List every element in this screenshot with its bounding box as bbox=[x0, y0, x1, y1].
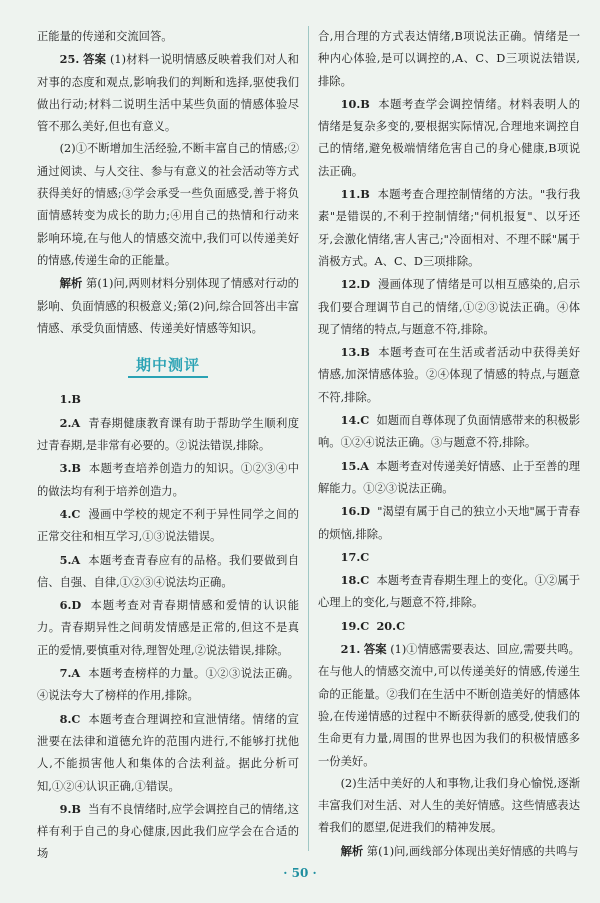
item-number: 3.B bbox=[59, 461, 81, 476]
answer-item bbox=[37, 412, 299, 458]
answer-item bbox=[318, 546, 580, 569]
answer-item bbox=[318, 500, 580, 546]
answer-item bbox=[318, 569, 580, 615]
item-number: 13.B bbox=[340, 345, 370, 360]
item-number: 4.C bbox=[59, 506, 81, 521]
section-title-text: 期中测评 bbox=[128, 356, 208, 378]
answer-item bbox=[318, 455, 580, 501]
question-number: 21. bbox=[340, 642, 361, 657]
explanation-21 bbox=[318, 840, 580, 863]
continued-text: 正能量的传递和交流回答。 bbox=[37, 30, 173, 43]
question-number: 25. bbox=[59, 52, 80, 67]
page-number: · 50 · bbox=[283, 866, 317, 880]
answer-item bbox=[318, 183, 580, 273]
answer-label: 答案 bbox=[363, 642, 387, 657]
continued-text: 合,用合理的方式表达情绪,B项说法正确。情绪是一种内心体验,是可以调控的,A、C、D三项说法错误,排除。 bbox=[318, 30, 580, 88]
answer-item bbox=[37, 662, 299, 708]
explanation-text: 第(1)问,两则材料分别体现了情感对行动的影响、负面情感的积极意义;第(2)问,综合回答出丰富情感、承受负面情感、传递美好情感等知识。 bbox=[37, 277, 299, 335]
answer-25 bbox=[37, 48, 299, 138]
right-column bbox=[318, 26, 580, 863]
answer-21-part2: (2)生活中美好的人和事物,让我们身心愉悦,逐渐丰富我们对生活、对人生的美好情感。这些情感表达着我们的愿望,促进我们的精神发展。 bbox=[318, 776, 580, 835]
item-number-secondary: 20.C bbox=[376, 618, 406, 633]
column-divider bbox=[308, 26, 309, 851]
left-column bbox=[37, 26, 299, 866]
answer-text: (1)①情感需要表达、回应,需要共鸣。在与他人的情感交流中,可以传递美好的情感,传递生命的正能量。②我们在生活中不断创造美好的情感体验,在传递情感的过程中不断获得新的感受,使我们的生命更有力量,周围的世界也因为我们的积极情感多一份美好。 bbox=[318, 643, 580, 768]
item-number: 9.B bbox=[59, 801, 81, 816]
item-text: 漫画体现了情绪是可以相互感染的,启示我们要合理调节自己的情绪,①②③说法正确。④体现了情绪的特点,与题意不符,排除。 bbox=[318, 278, 580, 336]
answer-item bbox=[318, 409, 580, 455]
explanation-label: 解析 bbox=[340, 843, 364, 858]
item-number: 12.D bbox=[340, 277, 371, 292]
item-number: 17.C bbox=[340, 549, 370, 564]
item-text: 本题考查培养创造力的知识。①②③④中的做法均有利于培养创造力。 bbox=[37, 462, 299, 498]
item-number: 15.A bbox=[340, 458, 370, 473]
explanation-label: 解析 bbox=[59, 276, 83, 291]
item-text: 本题考查青春应有的品格。我们要做到自信、自强、自律,①②③④说法均正确。 bbox=[37, 553, 299, 589]
item-number: 19.C bbox=[340, 618, 370, 633]
item-text: 当有不良情绪时,应学会调控自己的情绪,这样有利于自己的身心健康,因此我们应学会在合适的场 bbox=[37, 802, 299, 861]
answer-item bbox=[318, 341, 580, 409]
item-text: 漫画中学校的规定不利于异性同学之间的正常交往和相互学习,①③说法错误。 bbox=[37, 507, 299, 544]
item-text: 本题考查对传递美好情感、止于至善的理解能力。①②③说法正确。 bbox=[318, 459, 580, 495]
answer-item bbox=[37, 594, 299, 662]
answer-25-part2: (2)①不断增加生活经验,不断丰富自己的情感;②通过阅读、与人交往、参与有意义的社会活动等方式获得美好的情感;③学会承受一些负面感受,善于将负面情感转变为成长的助力;④用自己的热情和行动来影响环境,在与他人的情感交流中,我们可以传递美好的情感,传递生命的正能量。 bbox=[37, 142, 299, 267]
item-number: 16.D bbox=[340, 504, 371, 519]
answer-item bbox=[37, 549, 299, 595]
item-number: 10.B bbox=[340, 96, 370, 111]
item-number: 2.A bbox=[59, 415, 81, 430]
item-text: 本题考查合理控制情绪的方法。"我行我素"是错误的,不利于控制情绪;"伺机报复"、以牙还牙,会激化情绪,害人害己;"冷面相对、不理不睬"属于消极方式。A、C、D三项排除。 bbox=[318, 188, 580, 268]
answer-item bbox=[37, 503, 299, 549]
answer-item bbox=[37, 798, 299, 866]
item-text: 本题考查青春期生理上的变化。①②属于心理上的变化,与题意不符,排除。 bbox=[318, 574, 580, 610]
answer-item bbox=[37, 457, 299, 503]
item-text: "渴望有属于自己的独立小天地"属于青春的烦恼,排除。 bbox=[318, 505, 580, 541]
item-number: 5.A bbox=[59, 552, 81, 567]
item-text: 本题考查合理调控和宣泄情绪。情绪的宣泄要在法律和道德允许的范围内进行,不能够打扰他人,不能损害他人和集体的合法利益。据此分析可知,①②④认识正确,①错误。 bbox=[37, 712, 299, 793]
item-number: 6.D bbox=[59, 598, 82, 613]
answer-text: (1)材料一说明情感反映着我们对人和对事的态度和观点,影响我们的判断和选择,驱使我们做出行动;材料二说明生活中某些负面的情感体验尽管不那么美好,但也有意义。 bbox=[37, 53, 299, 134]
answer-label: 答案 bbox=[83, 52, 107, 67]
item-number: 18.C bbox=[340, 573, 370, 588]
item-text: 本题考查榜样的力量。①②③说法正确。④说法夸大了榜样的作用,排除。 bbox=[37, 667, 299, 703]
item-number: 11.B bbox=[340, 187, 370, 202]
item-number: 14.C bbox=[340, 413, 370, 428]
item-number: 7.A bbox=[59, 666, 81, 681]
answer-item bbox=[318, 615, 580, 638]
answer-item bbox=[318, 273, 580, 341]
section-title bbox=[37, 354, 299, 376]
item-text: 本题考查学会调控情绪。材料表明人的情绪是复杂多变的,要根据实际情况,合理地来调控自己的情绪,避免极端情绪危害自己的身心健康,B项说法正确。 bbox=[318, 97, 580, 178]
item-text: 本题考查可在生活或者活动中获得美好情感,加深情感体验。②④体现了情感的特点,与题意不符,排除。 bbox=[318, 346, 580, 404]
answer-item bbox=[318, 93, 580, 183]
item-text: 青春期健康教育课有助于帮助学生顺利度过青春期,是非常有必要的。②说法错误,排除。 bbox=[37, 416, 299, 453]
item-number: 8.C bbox=[59, 711, 81, 726]
item-text: 本题考查对青春期情感和爱情的认识能力。青春期异性之间萌发情感是正常的,但这不是真正的爱情,要慎重对待,理智处理,②说法错误,排除。 bbox=[37, 599, 299, 657]
explanation-25 bbox=[37, 272, 299, 340]
item-number: 1.B bbox=[59, 392, 81, 407]
answer-item bbox=[37, 388, 299, 411]
item-text: 如题而自尊体现了负面情感带来的积极影响。①②④说法正确。③与题意不符,排除。 bbox=[318, 414, 580, 450]
answer-21 bbox=[318, 638, 580, 773]
answer-item bbox=[37, 708, 299, 798]
explanation-text: 第(1)问,画线部分体现出美好情感的共鸣与 bbox=[366, 844, 579, 858]
